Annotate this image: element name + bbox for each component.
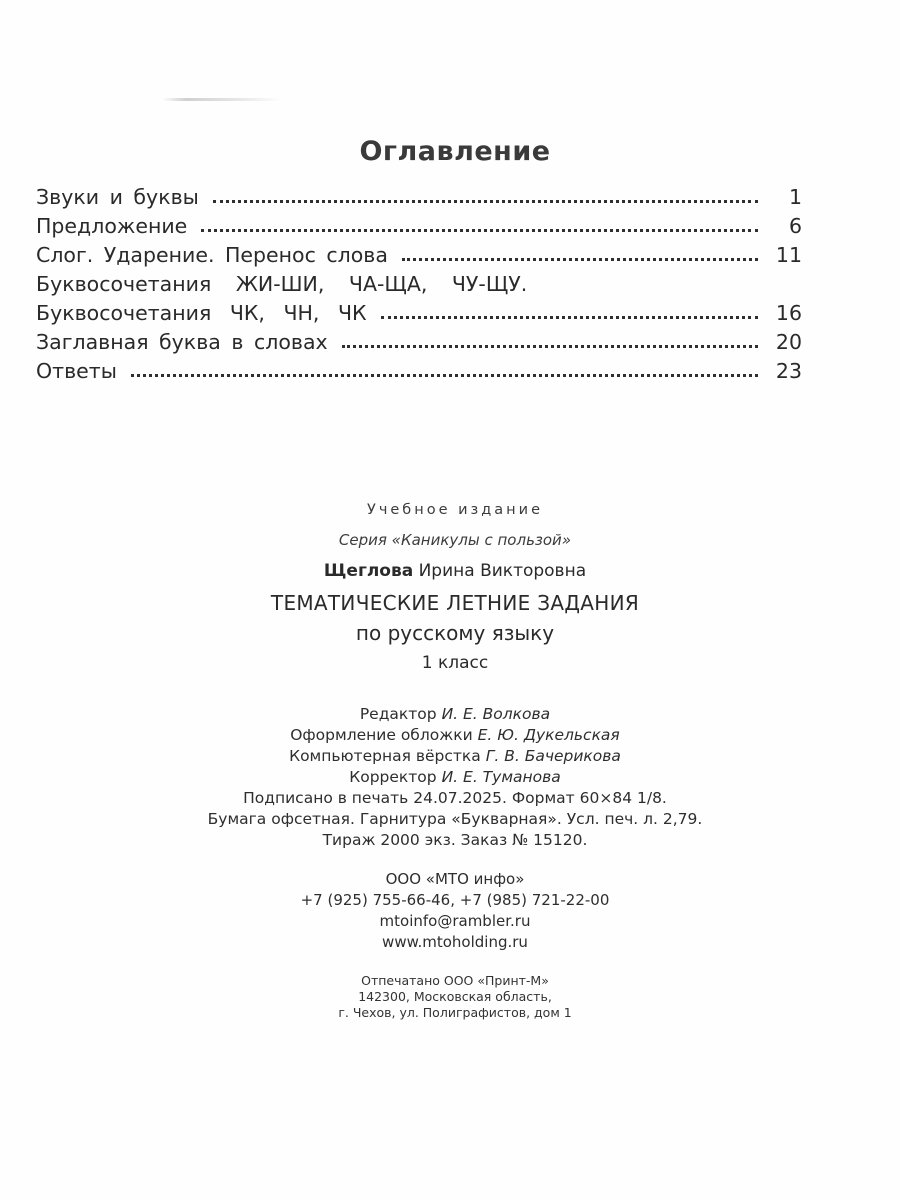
dot-leader — [342, 345, 758, 348]
grade: 1 класс — [421, 653, 489, 673]
toc-entry-text: Буквосочетания ЖИ-ШИ, ЧА-ЩА, ЧУ-ЩУ. — [36, 272, 528, 296]
credit-name: И. Е. Волкова — [441, 705, 551, 723]
print-info-line: Подписано в печать 24.07.2025. Формат 60×84 1/8. — [243, 789, 667, 807]
table-of-contents — [36, 180, 802, 383]
toc-entry-page: 16 — [775, 301, 802, 325]
credit-line — [0, 746, 900, 767]
credit-line — [0, 704, 900, 725]
book-title: ТЕМАТИЧЕСКИЕ ЛЕТНИЕ ЗАДАНИЯ — [270, 591, 640, 615]
print-info-line: Тираж 2000 экз. Заказ № 15120. — [322, 831, 588, 849]
toc-entry-text: Предложение — [36, 214, 188, 238]
publisher-info — [0, 869, 900, 953]
book-subtitle: по русскому языку — [355, 621, 555, 645]
toc-entry-text: Заглавная буква в словах — [36, 330, 328, 354]
publisher-email: mtoinfo@rambler.ru — [379, 912, 531, 930]
toc-entry-text: Буквосочетания ЧК, ЧН, ЧК — [36, 301, 367, 325]
toc-entry-page: 23 — [775, 359, 802, 383]
toc-entry — [36, 325, 802, 354]
toc-entry — [36, 354, 802, 383]
toc-entry-text: Ответы — [36, 359, 117, 383]
toc-entry — [36, 238, 802, 267]
dot-leader — [381, 316, 758, 319]
credit-line — [0, 767, 900, 788]
credit-name: Е. Ю. Дукельская — [477, 726, 620, 744]
printer-info — [0, 973, 900, 1021]
credit-role: Редактор — [359, 705, 437, 723]
edition-type: Учебное издание — [366, 502, 544, 518]
toc-entry — [36, 267, 802, 296]
toc-entry-text: Слог. Ударение. Перенос слова — [36, 243, 388, 267]
dot-leader — [213, 200, 758, 203]
printer-line: 142300, Московская область, — [358, 989, 552, 1004]
dot-leader — [201, 229, 758, 232]
toc-entry-page: 6 — [788, 214, 802, 238]
publisher-name: ООО «МТО инфо» — [385, 870, 525, 888]
credit-role: Компьютерная вёрстка — [289, 747, 481, 765]
toc-title: Оглавление — [359, 136, 551, 167]
dot-leader — [131, 374, 758, 377]
publisher-website: www.mtoholding.ru — [382, 933, 528, 951]
credit-role: Корректор — [349, 768, 437, 786]
dot-leader — [402, 258, 758, 261]
print-info-line: Бумага офсетная. Гарнитура «Букварная». Усл. печ. л. 2,79. — [207, 810, 703, 828]
toc-entry-page: 11 — [775, 243, 802, 267]
toc-entry — [36, 180, 802, 209]
toc-entry-page: 1 — [788, 185, 802, 209]
toc-entry — [36, 209, 802, 238]
author-name: Ирина Викторовна — [418, 561, 587, 581]
credit-name: И. Е. Туманова — [441, 768, 561, 786]
author-surname: Щеглова — [323, 561, 414, 581]
credits — [0, 704, 900, 851]
series-name: Серия «Каникулы с пользой» — [338, 531, 572, 549]
imprint-block — [0, 500, 900, 1021]
publisher-phones: +7 (925) 755-66-46, +7 (985) 721-22-00 — [300, 891, 610, 909]
author — [0, 558, 900, 590]
credit-name: Г. В. Бачерикова — [485, 747, 621, 765]
printer-line: г. Чехов, ул. Полиграфистов, дом 1 — [338, 1005, 572, 1020]
printer-line: Отпечатано ООО «Принт-М» — [361, 973, 549, 988]
toc-entry-page: 20 — [775, 330, 802, 354]
print-smudge — [162, 98, 282, 101]
credit-line — [0, 725, 900, 746]
credit-role: Оформление обложки — [290, 726, 473, 744]
toc-entry-text: Звуки и буквы — [36, 185, 199, 209]
toc-entry — [36, 296, 802, 325]
